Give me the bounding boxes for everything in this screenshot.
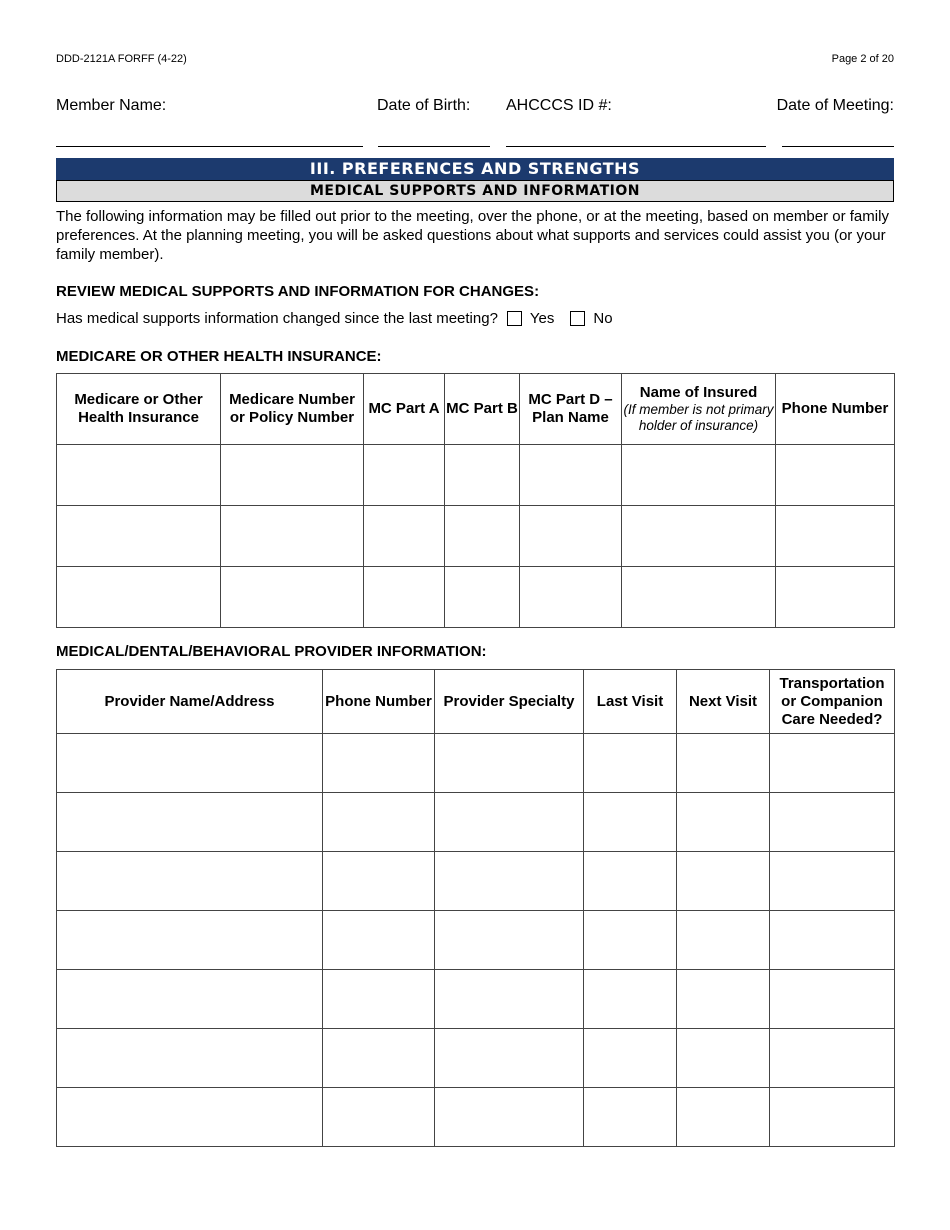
table-cell[interactable] <box>677 793 770 852</box>
provider-row <box>57 1029 895 1088</box>
table-cell[interactable] <box>445 445 520 506</box>
table-cell[interactable] <box>323 734 435 793</box>
section-subtitle: MEDICAL SUPPORTS AND INFORMATION <box>56 180 894 202</box>
table-cell[interactable] <box>445 506 520 567</box>
no-checkbox[interactable] <box>570 311 585 326</box>
col-provider-name: Provider Name/Address <box>57 670 323 734</box>
providers-header-row <box>57 670 895 734</box>
meeting-date-label: Date of Meeting: <box>776 97 894 114</box>
providers-heading: MEDICAL/DENTAL/BEHAVIORAL PROVIDER INFORMATION: <box>56 643 487 660</box>
table-cell[interactable] <box>776 445 895 506</box>
table-cell[interactable] <box>520 445 622 506</box>
insurance-heading: MEDICARE OR OTHER HEALTH INSURANCE: <box>56 348 382 365</box>
table-cell[interactable] <box>584 852 677 911</box>
table-cell[interactable] <box>770 970 895 1029</box>
table-cell[interactable] <box>435 852 584 911</box>
table-cell[interactable] <box>323 911 435 970</box>
table-cell[interactable] <box>584 1088 677 1147</box>
table-cell[interactable] <box>677 970 770 1029</box>
table-cell[interactable] <box>677 734 770 793</box>
member-name-field[interactable] <box>56 146 363 147</box>
table-cell[interactable] <box>221 567 364 628</box>
table-cell[interactable] <box>770 734 895 793</box>
table-cell[interactable] <box>770 1088 895 1147</box>
provider-row <box>57 911 895 970</box>
table-cell[interactable] <box>520 506 622 567</box>
table-cell[interactable] <box>445 567 520 628</box>
table-cell[interactable] <box>622 445 776 506</box>
table-cell[interactable] <box>364 567 445 628</box>
insurance-row <box>57 567 895 628</box>
review-question: Has medical supports information changed since the last meeting? <box>56 310 498 327</box>
provider-row <box>57 852 895 911</box>
table-cell[interactable] <box>584 911 677 970</box>
table-cell[interactable] <box>520 567 622 628</box>
table-cell[interactable] <box>57 567 221 628</box>
table-cell[interactable] <box>677 852 770 911</box>
col-name-of-insured <box>622 374 776 445</box>
table-cell[interactable] <box>770 793 895 852</box>
table-cell[interactable] <box>57 445 221 506</box>
col-provider-phone: Phone Number <box>323 670 435 734</box>
table-cell[interactable] <box>584 970 677 1029</box>
table-cell[interactable] <box>364 506 445 567</box>
col-mc-part-b: MC Part B <box>445 374 520 445</box>
table-cell[interactable] <box>776 506 895 567</box>
dob-label: Date of Birth: <box>377 97 471 114</box>
insurance-header-row <box>57 374 895 445</box>
table-cell[interactable] <box>584 1029 677 1088</box>
table-cell[interactable] <box>57 852 323 911</box>
table-cell[interactable] <box>435 734 584 793</box>
table-cell[interactable] <box>435 1029 584 1088</box>
table-cell[interactable] <box>221 445 364 506</box>
yes-checkbox[interactable] <box>507 311 522 326</box>
table-cell[interactable] <box>776 567 895 628</box>
providers-table <box>56 669 895 1147</box>
col-last-visit: Last Visit <box>584 670 677 734</box>
insurance-row <box>57 506 895 567</box>
member-name-label: Member Name: <box>56 97 167 114</box>
table-cell[interactable] <box>57 793 323 852</box>
ahcccs-id-field[interactable] <box>506 146 766 147</box>
dob-field[interactable] <box>378 146 490 147</box>
provider-row <box>57 1088 895 1147</box>
name-of-insured-note: (If member is not primary holder of insurance) <box>623 402 774 433</box>
page-number: Page 2 of 20 <box>831 53 894 65</box>
provider-row <box>57 793 895 852</box>
review-heading: REVIEW MEDICAL SUPPORTS AND INFORMATION FOR CHANGES: <box>56 283 540 300</box>
name-of-insured-label: Name of Insured <box>639 384 758 401</box>
col-mc-part-a: MC Part A <box>364 374 445 445</box>
table-cell[interactable] <box>677 1088 770 1147</box>
col-health-insurance: Medicare or Other Health Insurance <box>57 374 221 445</box>
table-cell[interactable] <box>57 1029 323 1088</box>
table-cell[interactable] <box>323 793 435 852</box>
table-cell[interactable] <box>677 911 770 970</box>
table-cell[interactable] <box>435 793 584 852</box>
section-title: III. PREFERENCES AND STRENGTHS <box>56 158 894 180</box>
provider-row <box>57 970 895 1029</box>
table-cell[interactable] <box>435 1088 584 1147</box>
table-cell[interactable] <box>57 911 323 970</box>
meeting-date-field[interactable] <box>782 146 894 147</box>
table-cell[interactable] <box>221 506 364 567</box>
provider-row <box>57 734 895 793</box>
table-cell[interactable] <box>584 734 677 793</box>
table-cell[interactable] <box>622 567 776 628</box>
table-cell[interactable] <box>57 734 323 793</box>
table-cell[interactable] <box>677 1029 770 1088</box>
table-cell[interactable] <box>584 793 677 852</box>
intro-paragraph: The following information may be filled out prior to the meeting, over the phone, or at the meeting, based on member or family preferences. At the planning meeting, you will be asked questions about what supports and services could assist you (or your family member). <box>56 208 889 263</box>
table-cell[interactable] <box>323 970 435 1029</box>
col-provider-specialty: Provider Specialty <box>435 670 584 734</box>
yes-label: Yes <box>529 310 555 327</box>
table-cell[interactable] <box>770 1029 895 1088</box>
form-id: DDD-2121A FORFF (4-22) <box>56 53 187 65</box>
insurance-row <box>57 445 895 506</box>
table-cell[interactable] <box>57 1088 323 1147</box>
table-cell[interactable] <box>770 911 895 970</box>
table-cell[interactable] <box>435 911 584 970</box>
table-cell[interactable] <box>622 506 776 567</box>
review-question-row <box>56 310 613 327</box>
col-phone-number: Phone Number <box>776 374 895 445</box>
table-cell[interactable] <box>57 970 323 1029</box>
table-cell[interactable] <box>770 852 895 911</box>
insurance-table <box>56 373 895 628</box>
table-cell[interactable] <box>323 852 435 911</box>
table-cell[interactable] <box>57 506 221 567</box>
table-cell[interactable] <box>364 445 445 506</box>
col-mc-part-d: MC Part D – Plan Name <box>520 374 622 445</box>
ahcccs-id-label: AHCCCS ID #: <box>506 97 612 114</box>
table-cell[interactable] <box>323 1029 435 1088</box>
col-transportation: Transportation or Companion Care Needed? <box>770 670 895 734</box>
no-label: No <box>593 310 613 327</box>
table-cell[interactable] <box>435 970 584 1029</box>
col-next-visit: Next Visit <box>677 670 770 734</box>
col-policy-number: Medicare Number or Policy Number <box>221 374 364 445</box>
table-cell[interactable] <box>323 1088 435 1147</box>
